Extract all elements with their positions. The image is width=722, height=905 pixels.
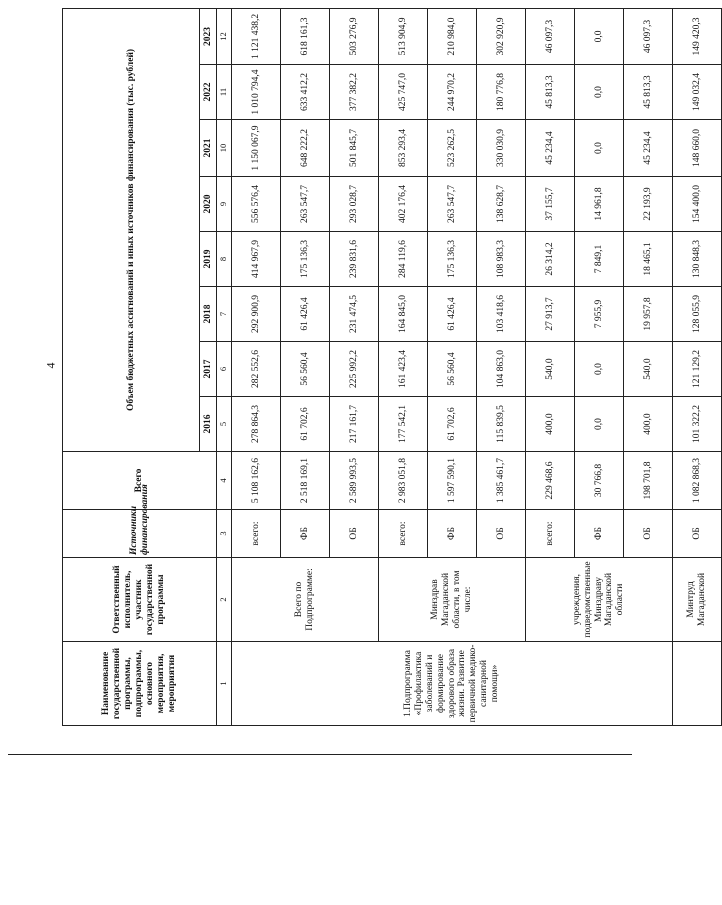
column-number: 11 — [217, 65, 232, 120]
funding-source: всего: — [379, 510, 428, 558]
year-value: 108 983,3 — [477, 232, 526, 287]
year-value: 400,0 — [624, 397, 673, 452]
year-value: 278 864,3 — [232, 397, 281, 452]
year-value: 45 813,3 — [624, 65, 673, 120]
header-year: 2019 — [200, 232, 217, 287]
table-row — [526, 8, 575, 725]
table-row — [379, 8, 428, 725]
funding-source: ОБ — [330, 510, 379, 558]
year-value: 18 465,1 — [624, 232, 673, 287]
year-value: 148 660,0 — [673, 120, 722, 177]
year-value: 853 293,4 — [379, 120, 428, 177]
year-value: 513 904,9 — [379, 8, 428, 64]
header-source: Источники финансирования — [63, 510, 217, 558]
header-year: 2016 — [200, 397, 217, 452]
year-value: 330 030,9 — [477, 120, 526, 177]
funding-source: ФБ — [575, 510, 624, 558]
year-value: 556 576,4 — [232, 177, 281, 232]
column-number: 4 — [217, 452, 232, 510]
total-value: 229 468,6 — [526, 452, 575, 510]
header-funding-group: Объем бюджетных ассигнований и иных источников финансирования (тыс. рублей) — [63, 8, 200, 451]
year-value: 284 119,6 — [379, 232, 428, 287]
year-value: 103 418,6 — [477, 287, 526, 342]
year-value: 56 560,4 — [428, 342, 477, 397]
funding-source: всего: — [232, 510, 281, 558]
year-value: 293 028,7 — [330, 177, 379, 232]
column-number: 12 — [217, 8, 232, 64]
year-value: 7 849,1 — [575, 232, 624, 287]
year-value: 400,0 — [526, 397, 575, 452]
year-value: 0,0 — [575, 342, 624, 397]
year-value: 0,0 — [575, 120, 624, 177]
year-value: 149 032,4 — [673, 65, 722, 120]
year-value: 61 702,6 — [428, 397, 477, 452]
year-value: 164 845,0 — [379, 287, 428, 342]
column-number: 9 — [217, 177, 232, 232]
year-value: 138 628,7 — [477, 177, 526, 232]
year-value: 292 900,9 — [232, 287, 281, 342]
year-value: 0,0 — [575, 397, 624, 452]
year-value: 46 097,3 — [624, 8, 673, 64]
year-value: 402 176,4 — [379, 177, 428, 232]
page-number: 4 — [43, 362, 58, 369]
year-value: 115 839,5 — [477, 397, 526, 452]
header-year: 2022 — [200, 65, 217, 120]
year-value: 302 920,9 — [477, 8, 526, 64]
total-value: 198 701,8 — [624, 452, 673, 510]
column-number: 6 — [217, 342, 232, 397]
column-number: 5 — [217, 397, 232, 452]
header-year: 2020 — [200, 177, 217, 232]
program-name-empty — [673, 642, 722, 726]
total-value: 2 983 051,8 — [379, 452, 428, 510]
year-value: 231 474,5 — [330, 287, 379, 342]
year-value: 414 967,9 — [232, 232, 281, 287]
total-value: 1 597 590,1 — [428, 452, 477, 510]
header-year: 2017 — [200, 342, 217, 397]
year-value: 540,0 — [624, 342, 673, 397]
header-program: Наименование государственной программы, подпрограммы, основного мероприятия, мероприятия — [63, 642, 217, 726]
table-body — [232, 8, 722, 725]
responsible-executor: Всего по Подпрограмме: — [232, 558, 379, 642]
total-value: 30 766,8 — [575, 452, 624, 510]
year-value: 0,0 — [575, 65, 624, 120]
year-value: 61 426,4 — [281, 287, 330, 342]
responsible-executor: учреждения, подведомственные Минздраву Магаданской области — [526, 558, 673, 642]
year-value: 239 831,6 — [330, 232, 379, 287]
budget-table — [62, 8, 722, 726]
year-value: 244 970,2 — [428, 65, 477, 120]
funding-source: ФБ — [428, 510, 477, 558]
funding-source: ОБ — [477, 510, 526, 558]
year-value: 37 155,7 — [526, 177, 575, 232]
table-row — [232, 8, 281, 725]
header-year: 2018 — [200, 287, 217, 342]
year-value: 130 848,3 — [673, 232, 722, 287]
year-value: 633 412,2 — [281, 65, 330, 120]
year-value: 175 136,3 — [428, 232, 477, 287]
year-value: 1 150 067,9 — [232, 120, 281, 177]
year-value: 154 400,0 — [673, 177, 722, 232]
year-value: 1 010 794,4 — [232, 65, 281, 120]
header-year: 2021 — [200, 120, 217, 177]
funding-source: ФБ — [281, 510, 330, 558]
total-value: 1 082 868,3 — [673, 452, 722, 510]
page-divider — [8, 754, 632, 755]
header-responsible: Ответственный исполнитель, участник государственной программы — [63, 558, 217, 642]
year-value: 121 129,2 — [673, 342, 722, 397]
year-value: 177 542,1 — [379, 397, 428, 452]
year-value: 19 957,8 — [624, 287, 673, 342]
year-value: 180 776,8 — [477, 65, 526, 120]
year-value: 0,0 — [575, 8, 624, 64]
column-number: 3 — [217, 510, 232, 558]
year-value: 61 702,6 — [281, 397, 330, 452]
year-value: 503 276,9 — [330, 8, 379, 64]
year-value: 377 382,2 — [330, 65, 379, 120]
year-value: 45 813,3 — [526, 65, 575, 120]
year-value: 501 845,7 — [330, 120, 379, 177]
year-value: 263 547,7 — [428, 177, 477, 232]
table-row — [673, 8, 722, 725]
year-value: 104 863,0 — [477, 342, 526, 397]
funding-source: ОБ — [624, 510, 673, 558]
year-value: 523 262,5 — [428, 120, 477, 177]
year-value: 210 984,0 — [428, 8, 477, 64]
funding-source: ОБ — [673, 510, 722, 558]
year-value: 618 161,3 — [281, 8, 330, 64]
total-value: 1 385 461,7 — [477, 452, 526, 510]
responsible-executor: Минздрав Магаданской области, в том числе: — [379, 558, 526, 642]
year-value: 45 234,4 — [526, 120, 575, 177]
year-value: 61 426,4 — [428, 287, 477, 342]
year-value: 7 955,9 — [575, 287, 624, 342]
rotated-page — [62, 8, 707, 726]
column-number: 2 — [217, 558, 232, 642]
total-value: 2 518 169,1 — [281, 452, 330, 510]
header-total: Всего — [63, 452, 217, 510]
year-value: 175 136,3 — [281, 232, 330, 287]
year-value: 225 992,2 — [330, 342, 379, 397]
year-value: 425 747,0 — [379, 65, 428, 120]
year-value: 22 193,9 — [624, 177, 673, 232]
year-value: 217 161,7 — [330, 397, 379, 452]
year-value: 26 314,2 — [526, 232, 575, 287]
column-number: 1 — [217, 642, 232, 726]
year-value: 648 222,2 — [281, 120, 330, 177]
column-number: 8 — [217, 232, 232, 287]
program-name: 1.Подпрограмма «Профилактика заболеваний и формирование здорового образа жизни. Развитие первичной медико-санитарной помощи» — [232, 642, 673, 726]
year-value: 45 234,4 — [624, 120, 673, 177]
responsible-executor: Минтруд Магаданской — [673, 558, 722, 642]
column-number: 7 — [217, 287, 232, 342]
year-value: 1 121 438,2 — [232, 8, 281, 64]
year-value: 56 560,4 — [281, 342, 330, 397]
year-value: 149 420,3 — [673, 8, 722, 64]
year-value: 46 097,3 — [526, 8, 575, 64]
header-year: 2023 — [200, 8, 217, 64]
total-value: 5 108 162,6 — [232, 452, 281, 510]
year-value: 27 913,7 — [526, 287, 575, 342]
total-value: 2 589 993,5 — [330, 452, 379, 510]
year-value: 161 423,4 — [379, 342, 428, 397]
year-value: 282 552,6 — [232, 342, 281, 397]
year-value: 101 322,2 — [673, 397, 722, 452]
year-value: 263 547,7 — [281, 177, 330, 232]
year-value: 540,0 — [526, 342, 575, 397]
year-value: 14 961,8 — [575, 177, 624, 232]
year-value: 128 055,9 — [673, 287, 722, 342]
column-number: 10 — [217, 120, 232, 177]
funding-source: всего: — [526, 510, 575, 558]
